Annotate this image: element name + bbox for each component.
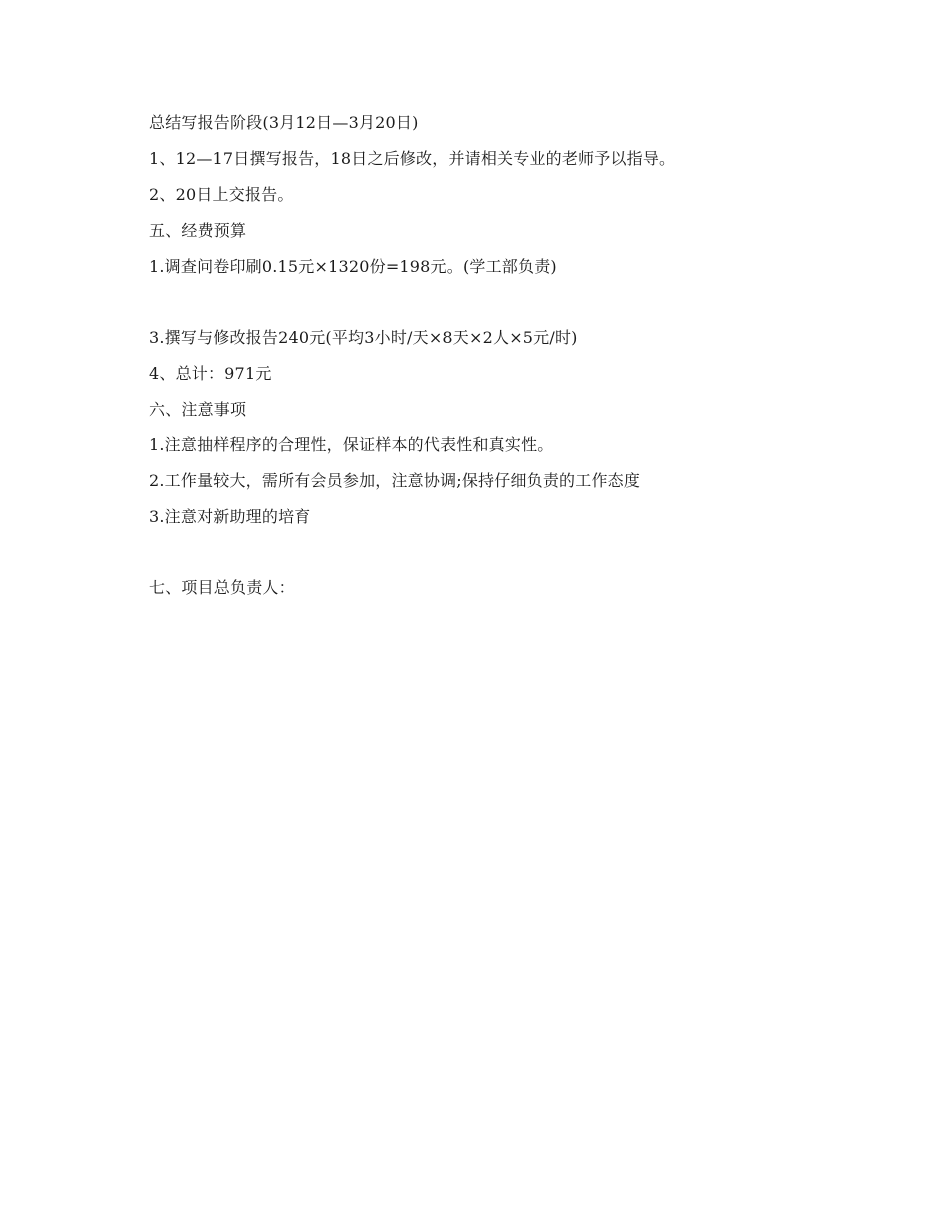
section-heading-project-lead: 七、项目总负责人： [149,578,295,597]
text-line-budget-writing: 3.撰写与修改报告240元(平均3小时/天×8天×2人×5元/时) [149,328,578,347]
text-line-write-report: 1、12—17日撰写报告，18日之后修改，并请相关专业的老师予以指导。 [149,149,676,168]
text-line-submit-report: 2、20日上交报告。 [149,185,294,204]
text-line-note-2: 2.工作量较大，需所有会员参加，注意协调;保持仔细负责的工作态度 [149,471,641,490]
text-line-budget-total: 4、总计：971元 [149,364,272,383]
text-line-note-1: 1.注意抽样程序的合理性，保证样本的代表性和真实性。 [149,435,554,454]
text-line-note-3: 3.注意对新助理的培育 [149,507,311,526]
text-line-budget-print: 1.调查问卷印刷0.15元×1320份=198元。(学工部负责) [149,257,557,276]
text-line-report-phase: 总结写报告阶段(3月12日—3月20日) [149,113,419,132]
section-heading-notes: 六、注意事项 [149,400,247,419]
section-heading-budget: 五、经费预算 [149,221,247,240]
